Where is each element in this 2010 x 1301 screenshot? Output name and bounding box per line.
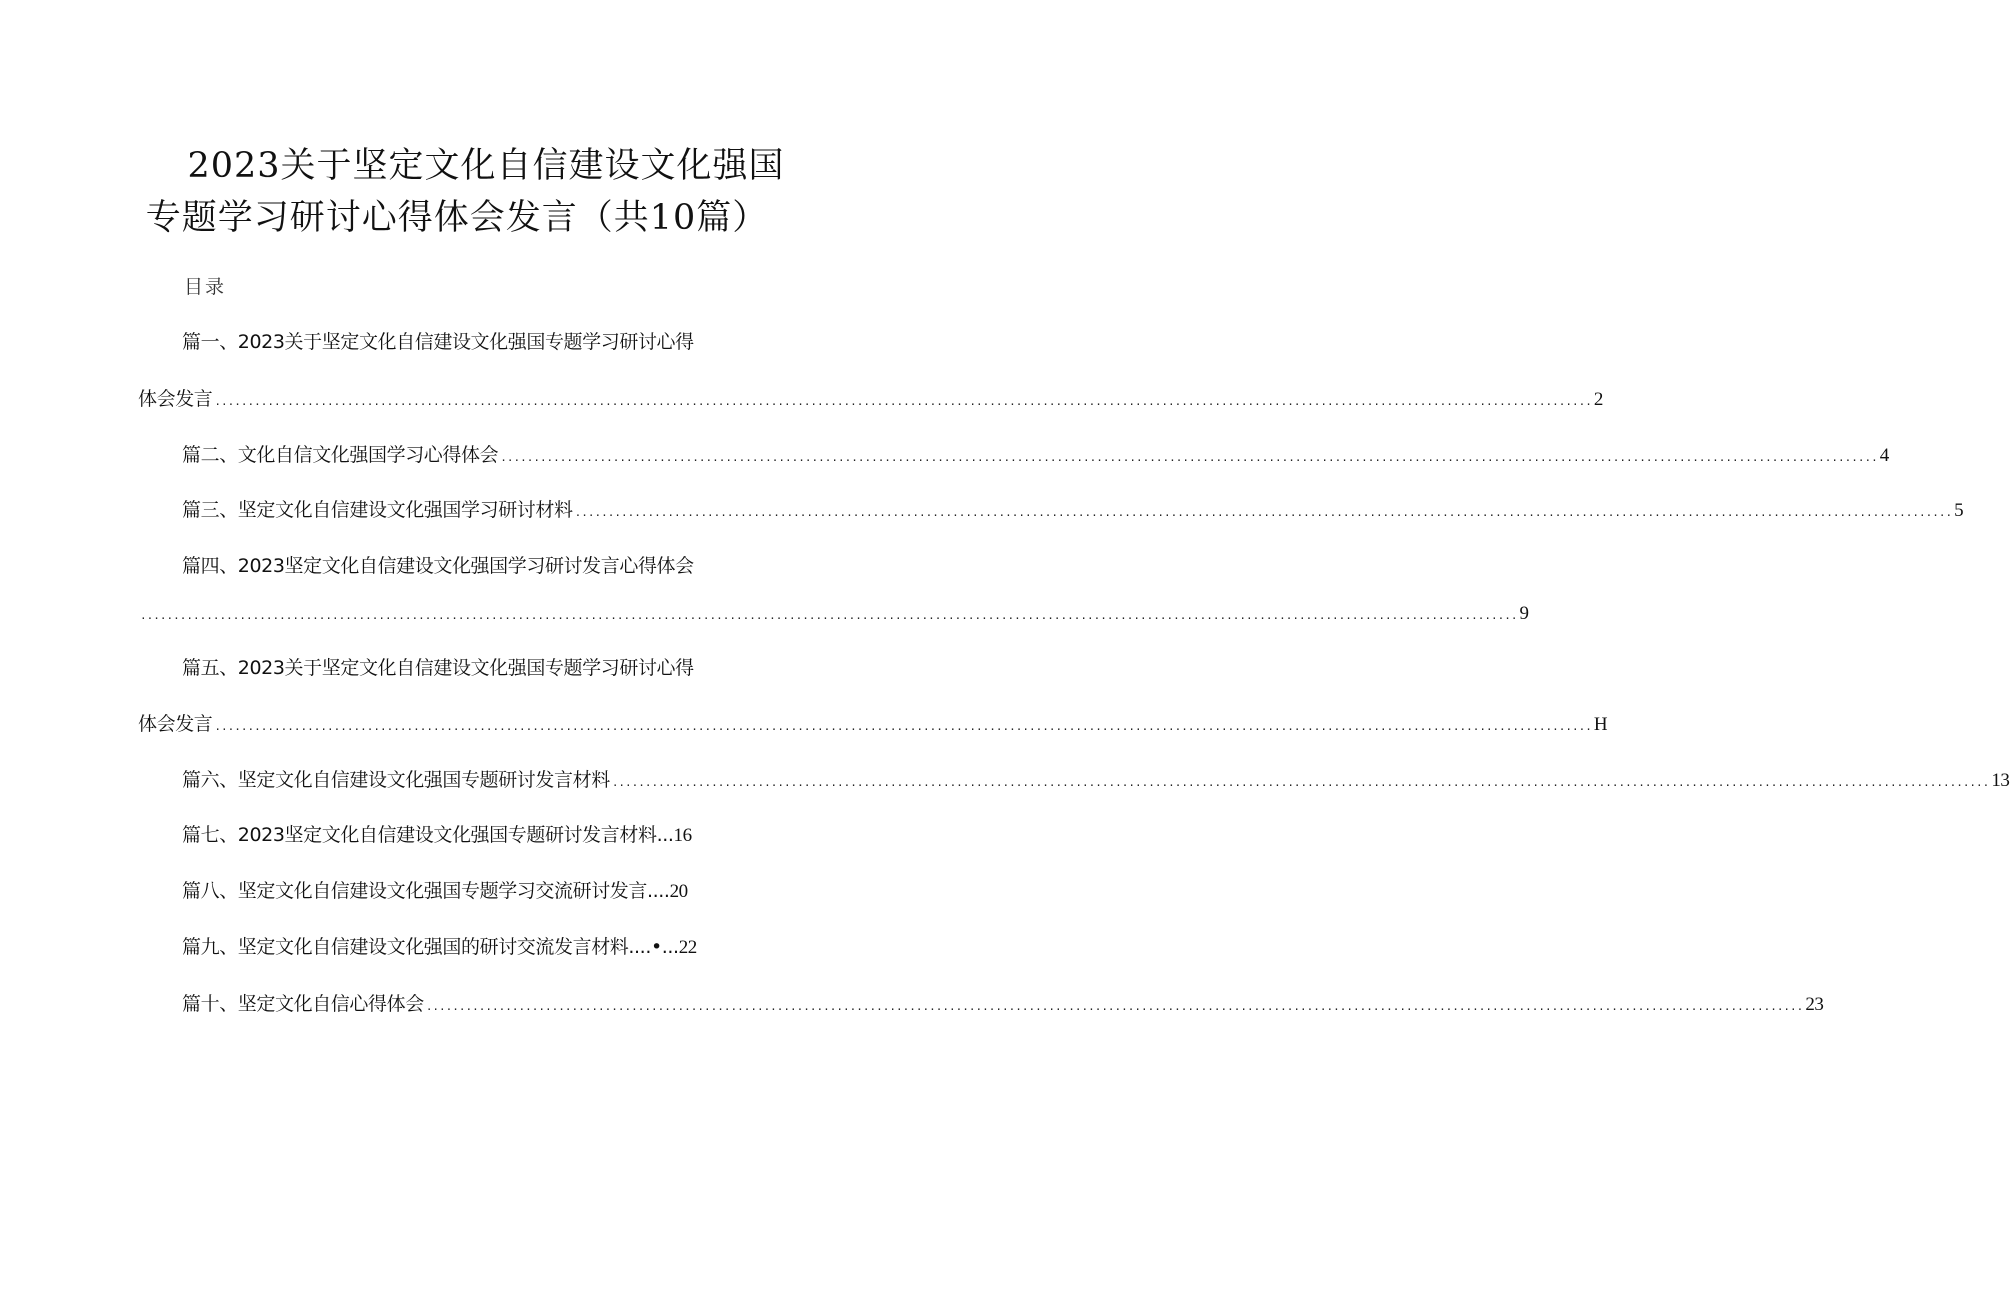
toc-page-number: 4 bbox=[1879, 445, 1889, 466]
toc-entry-text: 篇三、坚定文化自信建设文化强国学习研讨材料 bbox=[182, 499, 573, 521]
toc-entry-1-line-1[interactable]: 篇一、2023关于坚定文化自信建设文化强国专题学习研讨心得 bbox=[182, 331, 694, 353]
leader-dots: ................................................................................................................................................................................................................ bbox=[500, 451, 1878, 464]
toc-entry-suffix: ....•... bbox=[628, 936, 679, 958]
leader-dots: ................................................................................................................................................................................................................ bbox=[425, 1000, 1804, 1013]
toc-entry-text: 体会发言 bbox=[138, 713, 213, 735]
toc-entry-text: 篇八、坚定文化自信建设文化强国专题学习交流研讨发言 bbox=[182, 880, 648, 902]
toc-entry-text: 篇六、坚定文化自信建设文化强国专题研讨发言材料 bbox=[182, 769, 610, 791]
title-line-1: 2023关于坚定文化自信建设文化强国 bbox=[187, 146, 785, 186]
toc-entry-6[interactable] bbox=[182, 765, 2010, 792]
leader-dots: ................................................................................................................................................................................................................ bbox=[214, 720, 1592, 733]
toc-page-number: 22 bbox=[678, 937, 697, 958]
toc-entry-10[interactable] bbox=[182, 989, 1824, 1016]
toc-entry-1-line-2[interactable] bbox=[138, 384, 1604, 411]
toc-entry-2[interactable] bbox=[182, 440, 1889, 467]
toc-entry-5-line-1[interactable]: 篇五、2023关于坚定文化自信建设文化强国专题学习研讨心得 bbox=[182, 657, 694, 679]
toc-entry-3[interactable] bbox=[182, 495, 1964, 522]
toc-page-number: H bbox=[1593, 714, 1608, 735]
toc-page-number: 5 bbox=[1954, 500, 1964, 521]
toc-entry-text: 篇十、坚定文化自信心得体会 bbox=[182, 993, 424, 1015]
toc-page-number: 20 bbox=[669, 881, 688, 902]
leader-dots: ................................................................................................................................................................................................................ bbox=[140, 609, 1518, 622]
toc-entry-text: 篇九、坚定文化自信建设文化强国的研讨交流发言材料 bbox=[182, 936, 629, 958]
toc-entry-suffix: ... bbox=[656, 824, 674, 846]
toc-page-number: 9 bbox=[1519, 603, 1529, 624]
toc-entry-suffix: .... bbox=[647, 880, 670, 902]
toc-page-number: 2 bbox=[1593, 389, 1604, 410]
leader-dots: ................................................................................................................................................................................................................ bbox=[611, 776, 1990, 789]
toc-page-number: 13 bbox=[1991, 770, 2010, 791]
toc-entry-text: 篇七、2023坚定文化自信建设文化强国专题研讨发言材料 bbox=[182, 824, 657, 846]
toc-heading: 目录 bbox=[184, 276, 227, 298]
toc-page-number: 16 bbox=[673, 825, 692, 846]
toc-entry-8[interactable] bbox=[182, 876, 688, 903]
leader-dots: ................................................................................................................................................................................................................ bbox=[574, 506, 1953, 519]
toc-entry-9[interactable] bbox=[182, 932, 697, 959]
title-line-2: 专题学习研讨心得体会发言（共10篇） bbox=[145, 198, 769, 238]
toc-page-number: 23 bbox=[1805, 994, 1824, 1015]
toc-entry-text: 体会发言 bbox=[138, 388, 213, 410]
toc-entry-text: 篇二、文化自信文化强国学习心得体会 bbox=[182, 444, 499, 466]
toc-entry-5-line-2[interactable] bbox=[138, 709, 1608, 736]
leader-dots: ................................................................................................................................................................................................................ bbox=[214, 395, 1592, 408]
toc-entry-4-line-2[interactable] bbox=[138, 603, 1529, 625]
toc-entry-4-line-1[interactable]: 篇四、2023坚定文化自信建设文化强国学习研讨发言心得体会 bbox=[182, 555, 694, 577]
toc-entry-7[interactable] bbox=[182, 820, 692, 847]
